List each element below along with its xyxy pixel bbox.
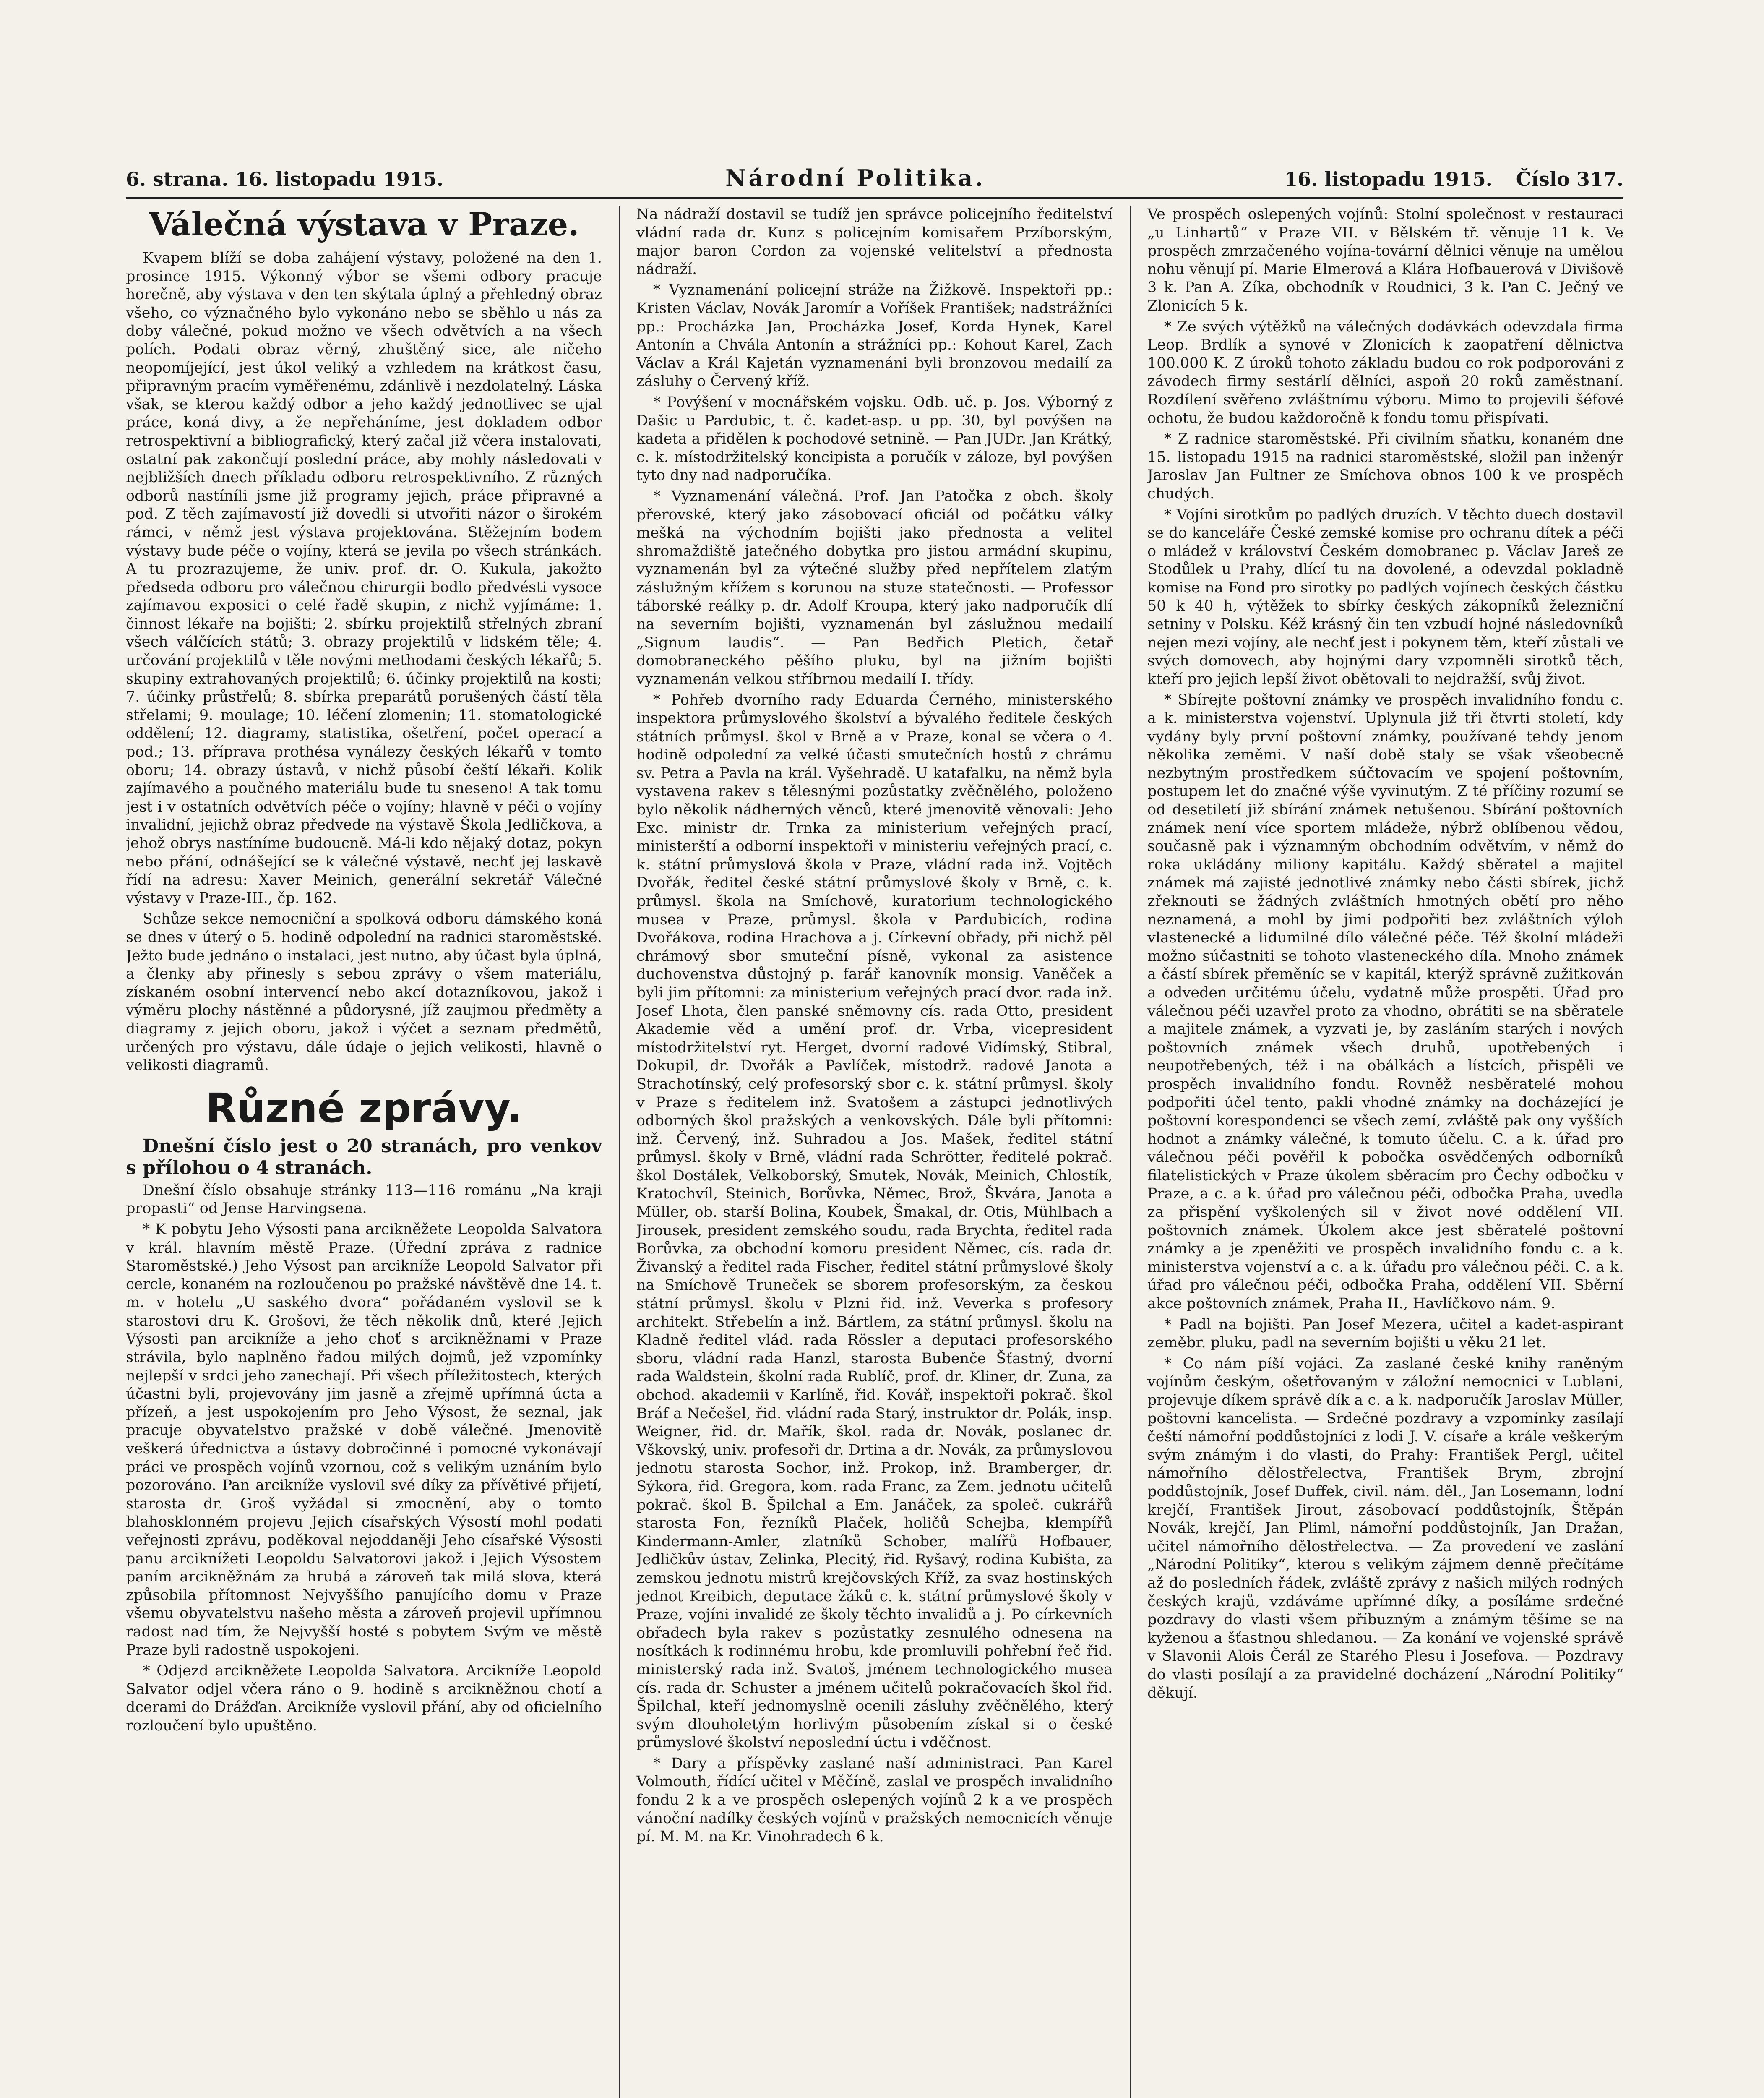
header-issue-number: Číslo 317.	[1516, 168, 1623, 190]
header-date: 16. listopadu 1915.	[1284, 168, 1493, 190]
article-paragraph: * Ze svých výtěžků na válečných dodávkách odevzdala firma Leop. Brdlík a synové v Zlonicích k zaopatření dělnictva 100.000 K. Z úroků tohoto základu budou co rok podporováni z závodech firmy sestárlí dělníci, aspoň 20 roků zaměstnaní. Rozdílení svěřeno zvláštnímu výboru. Mimo to projevili šéfové ochotu, že budou každoročně k fondu tomu přispívati.	[1147, 318, 1623, 427]
header-rule	[126, 197, 1623, 199]
article-paragraph: * K pobytu Jeho Výsosti pana arcikněžete Leopolda Salvatora v král. hlavním městě Praze. (Úřední zpráva z radnice Staroměstské.) Jeho Výsost pan arcikníže Leopold Salvator při cercle, konaném na rozloučenou po pražské návštěvě dne 14. t. m. v hotelu „U saského dvora“ pořádaném vyslovil se k starostovi dru K. Grošovi, že těch několik dnů, které Jejich Výsosti pan arcikníže a jeho choť s arcikněžnami v Praze strávila, bylo naplněno řadou milých dojmů, jež vzpomínky nejlepší v srdci jeho zanechají. Při všech příležitostech, kterých účastni byli, projevovány jim jasně a zřejmě upřímná úcta a přízeň, a jest uspokojením pro Jeho Výsost, že seznal, jak pracuje obyvatelstvo pražské v době válečné. Jmenovitě veškerá úřednictva a ústavy dobročinné i pomocné vykonávají práci ve prospěch vojínů vzornou, což s velikým uznáním bylo pozorováno. Pan arcikníže vyslovil své díky za přívětivé přijetí, starosta dr. Groš vyžádal si zmocnění, aby o tomto blahosklonném projevu Jejich císařských Výsostí mohl podati veřejnosti zprávu, poděkoval nejoddaněji Jeho císařské Výsosti panu arciknížeti Leopoldu Salvatorovi jakož i Jejich Výsostem paním arcikněžnám za hrubá a zároveň tak milá slova, která způsobila přítomnost Nejvyššího panujícího domu v Praze všemu obyvatelstvu našeho města a zároveň projevil upřímnou radost nad tím, že Nejvyšší hosté s pobytem Svým ve městě Praze byli radostně uspokojeni.	[126, 1221, 602, 1659]
column-1	[126, 206, 602, 2098]
article-paragraph: Dnešní číslo obsahuje stránky 113—116 románu „Na kraji propasti“ od Jense Harvingsena.	[126, 1182, 602, 1217]
header-page-date: 6. strana. 16. listopadu 1915.	[126, 168, 443, 190]
masthead-title: Národní Politika.	[725, 164, 986, 191]
article-paragraph: * Vyznamenání policejní stráže na Žižkově. Inspektoři pp.: Kristen Václav, Novák Jaromír a Voříšek František; nadstrážníci pp.: Procházka Jan, Procházka Josef, Korda Hynek, Karel Antonín a Chvála Antonín a strážníci pp.: Kohout Karel, Zach Václav a Král Kajetán vyznamenáni byli bronzovou medailí za zásluhy o Červený kříž.	[636, 282, 1113, 390]
article-paragraph: * Dary a příspěvky zaslané naší administraci. Pan Karel Volmouth, řídící učitel v Měčíně, zaslal ve prospěch invalidního fondu 2 k a ve prospěch oslepených vojínů 2 k a ve prospěch vánoční nadílky českých vojínů v pražských nemocnicích věnuje pí. M. M. na Kr. Vinohradech 6 k.	[636, 1755, 1113, 1845]
column-3	[1147, 206, 1623, 2098]
article-paragraph: * Vyznamenání válečná. Prof. Jan Patočka z obch. školy přerovské, který jako zásobovací oficiál od počátku války mešká na východním bojišti jako přednosta a velitel shromaždiště jatečného dobytka pro jistou armádní skupinu, vyznamenán byl za výtečné služby před nepřítelem zlatým záslužným křížem s korunou na stuze statečnosti. — Professor táborské reálky p. dr. Adolf Kroupa, který jako nadporučík dlí na severním bojišti, vyznamenán byl záslužnou medailí „Signum laudis“. — Pan Bedřich Pletich, četař domobraneckého pěšího pluku, byl na jižním bojišti vyznamenán velkou stříbrnou medailí I. třídy.	[636, 488, 1113, 688]
article-paragraph: Na nádraží dostavil se tudíž jen správce policejního ředitelství vládní rada dr. Kunz s policejním komisařem Przíborským, major baron Cordon za vojenské velitelství a přednosta nádraží.	[636, 206, 1113, 278]
article-paragraph: * Padl na bojišti. Pan Josef Mezera, učitel a kadet-aspirant zeměbr. pluku, padl na severním bojišti u věku 21 let.	[1147, 1316, 1623, 1352]
article-paragraph: Kvapem blíží se doba zahájení výstavy, položené na den 1. prosince 1915. Výkonný výbor se všemi odbory pracuje horečně, aby výstava v den ten skýtala úplný a přehledný obraz všeho, co význačného bylo vykonáno nebo se sběhlo u nás za doby válečné, pokud možno ve všech odvětvích a na všech polích. Podati obraz věrný, zhuštěný sice, ale ničeho neopomíjející, jest úkol veliký a vzhledem na krátkost času, připravným pracím vyměřenému, zdánlivě i nezdolatelný. Láska však, se kterou každý odbor a jeho každý jednotlivec se ujal práce, koná divy, a že nepřeháníme, jest dokladem odbor retrospektivní a bibliografický, který začal již včera instalovati, ostatní pak zakončují poslední práce, aby mohly následovati v nejbližších dnech příkladu odboru retrospektivního. Z různých odborů nastíníli jsme již programy jejich, práce připravné a pod. Z těch zajímavostí již dovedli si utvořiti názor o širokém rámci, v němž jest výstava projektována. Stěžejním bodem výstavy bude péče o vojíny, která se jevila po všech stránkách. A tu prozrazujeme, že univ. prof. dr. O. Kukula, jakožto předseda odboru pro válečnou chirurgii bodlo předvésti vysoce zajímavou exposici o celé řadě skupin, z nichž vyjímáme: 1. činnost lékaře na bojišti; 2. sbírku projektilů střelných zbraní všech válčících států; 3. obrazy projektilů v lidském těle; 4. určování projektilů v těle novými methodami českých lékařů; 5. skupiny extrahovaných projektilů; 6. účinky projektilů na kosti; 7. účinky průstřelů; 8. sbírka preparátů porušených částí těla střelami; 9. moulage; 10. léčení zlomenin; 11. stomatologické oddělení; 12. diagramy, statistika, ošetření, počet operací a pod.; 13. příprava prothésa vynálezy českých lékařů v tomto oboru; 14. obrazy ústavů, v nichž působí čeští lékaři. Kolik zajímavého a poučného materiálu bude tu sneseno! A tak tomu jest i v ostatních odvětvích péče o vojíny; hlavně v péči o vojíny invalidní, jejichž obraz předvede na výstavě Škola Jedličkova, a jehož obrys nastíníme budoucně. Má-li kdo nějaký dotaz, pokyn nebo přání, odnášející se k válečné výstavě, nechť jej laskavě řídí na adresu: Xaver Meinich, generální sekretář Válečné výstavy v Praze-III., čp. 162.	[126, 250, 602, 907]
article-paragraph: Schůze sekce nemocniční a spolková odboru dámského koná se dnes v úterý o 5. hodině odpolední na radnici staroměstské. Ježto bude jednáno o instalaci, jest nutno, aby účast byla úplná, a členky aby přinesly s sebou zprávy o všem materiálu, získaném osobní intervencí nebo akcí dotazníkovou, jakož i výměru plochy nástěnné a půdorysné, jíž zaujmou předměty a diagramy z jejich oboru, jakož i výčet a seznam předmětů, určených pro výstavu, dále údaje o jejich velikosti, hlavně o velikosti diagramů.	[126, 911, 602, 1074]
article-paragraph: * Sbírejte poštovní známky ve prospěch invalidního fondu c. a k. ministerstva vojenství. Uplynula již tři čtvrti století, kdy vydány byly první poštovní známky, používané tehdy jenom několika zeměmi. V naší době staly se však všeobecně nezbytným prostředkem súčtovacím ve spojení poštovním, postupem let do značné výše vyvinutým. Z té příčiny rozumí se od desetiletí již sbírání známek netušenou. Sbírání poštovních známek není více sportem mládeže, nýbrž oblíbenou vědou, současně pak i významným obchodním odvětvím, v němž do roka ukládány miliony kapitálu. Každý sběratel a majitel známek má zajisté jednotlivé známky nebo části sbírek, jichž zřeknouti se žádných zvláštních hmotných obětí pro něho neznamená, a mohl by jimi podpořiti bez zvláštních výloh vlastenecké a lidumilné dílo válečné péče. Též školní mládeži možno súčastniti se tohoto vlasteneckého díla. Mnoho známek a částí sbírek přeměníc se v kapitál, kterýž správně zužitkován a odveden určitému účelu, vydatně může prospěti. Úřad pro válečnou péči uzavřel proto za vhodno, obrátiti se na sběratele a majitele známek, a vyzvati je, by zasláním starých i nových poštovních známek všech druhů, upotřebených i neupotřebených, též i na obálkách a lístcích, přispěli ve prospěch invalidního fondu. Rovněž nesběratelé mohou podpořiti účel tento, pakli vhodné známky na docházející je poštovní korespondenci se všech zemí, zvláště pak ony vyšších hodnot a známky válečné, k tomuto účelu. C. a k. úřad pro válečnou péči pověřil k pobočka osvědčených odborníků filatelistických v Praze úkolem sběracím pro Čechy odbočku v Praze, a c. a k. úřad pro válečnou péči, odbočka Praha, uvedla za přispění vyškolených sil v život nové oddělení VII. poštovních známek. Úkolem akce jest sběratelé poštovní známky a je zpeněžiti ve prospěch invalidního fondu c. a k. ministerstva vojenství a c. a k. úřadu pro válečnou péči. C. a k. úřad pro válečnou péči, odbočka Praha, oddělení VII. Sběrní akce poštovních známek, Praha II., Havlíčkovo nám. 9.	[1147, 692, 1623, 1313]
article-paragraph: * Z radnice staroměstské. Při civilním sňatku, konaném dne 15. listopadu 1915 na radnici staroměstské, složil pan inženýr Jaroslav Jan Fultner ze Smíchova obnos 100 k ve prospěch chudých.	[1147, 431, 1623, 502]
issue-notice: Dnešní číslo jest o 20 stranách, pro venkov s přílohou o 4 stranách.	[126, 1135, 602, 1179]
column-separator	[1130, 206, 1131, 2098]
header-issue	[1267, 168, 1623, 190]
section-heading-misc-news: Různé zprávy.	[206, 1084, 522, 1132]
article-paragraph: * Povýšení v mocnářském vojsku. Odb. uč. p. Jos. Výborný z Dašic u Pardubic, t. č. kadet-asp. u pp. 30, byl povýšen na kadeta a přidělen k pochodové setnině. — Pan JUDr. Jan Krátký, c. k. místodržitelský koncipista a poručík v záloze, byl povýšen tyto dny nad nadporučíka.	[636, 394, 1113, 484]
article-paragraph: Ve prospěch oslepených vojínů: Stolní společnost v restauraci „u Linhartů“ v Praze VII. v Bělském tř. věnuje 11 k. Ve prospěch zmrzačeného vojína-tovární dělnici věnuje na umělou nohu věnují pí. Marie Elmerová a Klára Hofbauerová v Divišově 3 k. Pan A. Zíka, obchodník v Roudnici, 3 k. Pan C. Ječný ve Zlonicích 5 k.	[1147, 206, 1623, 314]
page-header	[126, 164, 1623, 190]
article-paragraph: * Odjezd arcikněžete Leopolda Salvatora. Arcikníže Leopold Salvator odjel včera ráno o 9. hodině s arcikněžnou chotí a dcerami do Drážďan. Arcikníže vyslovil přání, aby od oficielního rozloučení bylo upuštěno.	[126, 1662, 602, 1734]
column-2	[636, 206, 1113, 2098]
column-separator	[619, 206, 620, 2098]
article-title-war-exhibition: Válečná výstava v Praze.	[149, 206, 579, 243]
article-paragraph: * Pohřeb dvorního rady Eduarda Černého, ministerského inspektora průmyslového školství a bývalého ředitele českých státních průmysl. škol v Brně a v Praze, konal se včera o 4. hodině odpolední za velké účasti smutečních hostů z chrámu sv. Petra a Pavla na král. Vyšehradě. U katafalku, na němž byla vystavena rakev s tělesnými pozůstatky zvěčnělého, položeno bylo několik nádherných věnců, které jmenovitě věnovali: Jeho Exc. ministr dr. Trnka za ministerium veřejných prací, ministerští a odborní inspektoři v ministeriu veřejných prací, c. k. státní průmyslová škola v Praze, vládní rada inž. Vojtěch Dvořák, ředitel české státní průmyslové školy v Brně, c. k. průmysl. škola na Smíchově, kuratorium technologického musea v Praze, průmysl. škola v Pardubicích, rodina Dvořákova, rodina Hrachova a j. Církevní obřady, při nichž pěl chrámový sbor smuteční písně, vykonal za asistence duchovenstva důstojný p. farář kanovník monsig. Vaněček a byli jim přítomni: za ministerium veřejných prací dvor. rada inž. Josef Lhota, člen panské sněmovny cís. rada Otto, president Akademie věd a umění prof. dr. Vrba, vicepresident místodržitelství ryt. Herget, dvorní radové Vidímský, Stibral, Dokupil, dr. Dvořák a Pavlíček, místodrž. radové Janota a Strachotínský, celý profesorský sbor c. k. státní průmysl. školy v Praze s ředitelem inž. Svatošem a zástupci jednotlivých odborných škol pražských a venkovských. Dále byli přítomni: inž. Červený, inž. Suhradou a Jos. Mašek, ředitel státní průmysl. školy v Brně, vládní rada Schrötter, ředitelé pokrač. škol Dostálek, Velkoborský, Smutek, Novák, Meinich, Chlostík, Kratochvíl, Steinich, Borůvka, Němec, Brož, Škvára, Janota a Müller, ob. starší Bolina, Koubek, Šmakal, dr. Otis, Mühlbach a Jirousek, president zemského soudu, rada Brychta, ředitel rada Borůvka, za obchodní komoru president Němec, cís. rada dr. Živanský a ředitel rada Fischer, ředitel státní průmyslové školy na Smíchově Truneček se sborem profesorským, za českou státní průmysl. školu v Plzni řid. inž. Veverka s profesory architekt. Střebelín a inž. Bártlem, za státní průmysl. školu na Kladně ředitel vlád. rada Rössler a deputaci profesorského sboru, vládní rada Hanzl, starosta Bubenče Šťastný, dvorní rada Waldstein, školní rada Rublíč, prof. dr. Kliner, dr. Zuna, za obchod. akademii v Karlíně, řid. Kovář, inspektoři pokrač. škol Bráf a Nečešel, řid. vládní rada Starý, instruktor dr. Polák, insp. Weigner, řid. dr. Mařík, škol. rada dr. Novák, poslanec dr. Vškovský, univ. profesoři dr. Drtina a dr. Novák, za průmyslovou jednotu starosta Sochor, inž. Prokop, inž. Bramberger, dr. Sýkora, řid. Gregora, kom. rada Franc, za Zem. jednotu učitelů pokrač. škol B. Špilchal a Em. Janáček, za společ. cukrářů starosta Fon, řezníků Plaček, holičů Schejba, klempířů Kindermann-Amler, zlatníků Schober, malířů Hofbauer, Jedličkův ústav, Zelinka, Plecitý, řid. Ryšavý, rodina Kubišta, za zemskou jednotu mistrů krejčovských Kříž, za svaz hostinských jednot Kreibich, deputace žáků c. k. státní průmyslové školy v Praze, vojíni invalidé ze školy těchto invalidů a j. Po církevních obřadech byla rakev s pozůstatky zesnulého odnesena na nosítkách k rodinnému hrobu, kde promluvili pohřební řeč řid. ministerský rada inž. Svatoš, jménem technologického musea cís. rada dr. Schuster a jménem učitelů pokračovacích škol řid. Špilchal, kteří jednomyslně ocenili zásluhy zvěčnělého, který svým dlouholetým horlivým působením získal si o české průmyslové školství neposlední úctu i vděčnost.	[636, 692, 1113, 1751]
article-paragraph: * Co nám píší vojáci. Za zaslané české knihy raněným vojínům českým, ošetřovaným v záložní nemocnici v Lublani, projevuje díkem správě dík a c. a k. nadporučík Jaroslav Müller, poštovní kancelista. — Srdečné pozdravy a vzpomínky zasílají čeští námořní poddůstojníci z lodi J. V. císaře a krále veškerým svým známým i do vlasti, do Prahy: František Pergl, učitel námořního dělostřelectva, František Brym, zbrojní poddůstojník, Josef Duffek, civil. nám. děl., Jan Losemann, lodní krejčí, František Jirout, zásobovací poddůstojník, Štěpán Novák, krejčí, Jan Pliml, námořní poddůstojník, Jan Dražan, učitel námořního dělostřelectva. — Za provedení ve zaslání „Národní Politiky“, kterou s velikým zájmem denně přečítáme až do posledních řádek, zvláště zprávy z našich milých rodných českých krajů, vzdáváme upřímné díky, a posíláme srdečné pozdravy do vlasti všem příbuzným a známým těšíme se na kyženou a šťastnou shledanou. — Za konání ve vojenské správě v Slavonii Alois Čerál ze Starého Plesu i Josefova. — Pozdravy do vlasti posílají a za pravidelné docházení „Národní Politiky“ děkují.	[1147, 1355, 1623, 1701]
article-paragraph: * Vojíni sirotkům po padlých druzích. V těchto duech dostavil se do kanceláře České zemské komise pro ochranu dítek a péči o mládež v království Českém domobranec p. Václav Jareš ze Stodůlek u Prahy, dlící tu na dovolené, a odevzdal pokladně komise na Fond pro sirotky po padlých vojínech českých částku 50 k 40 h, výtěžek to sbírky českých zákopníků železniční setniny v Polsku. Kéž krásný čin ten vzbudí hojné následovníků nejen mezi vojíny, ale nechť jest i pokynem těm, kteří zůstali ve svých domovech, aby hojnými dary vzpomněli sirotků těch, kteří pro jejich lepší život obětovali to nejdražší, svůj život.	[1147, 506, 1623, 688]
